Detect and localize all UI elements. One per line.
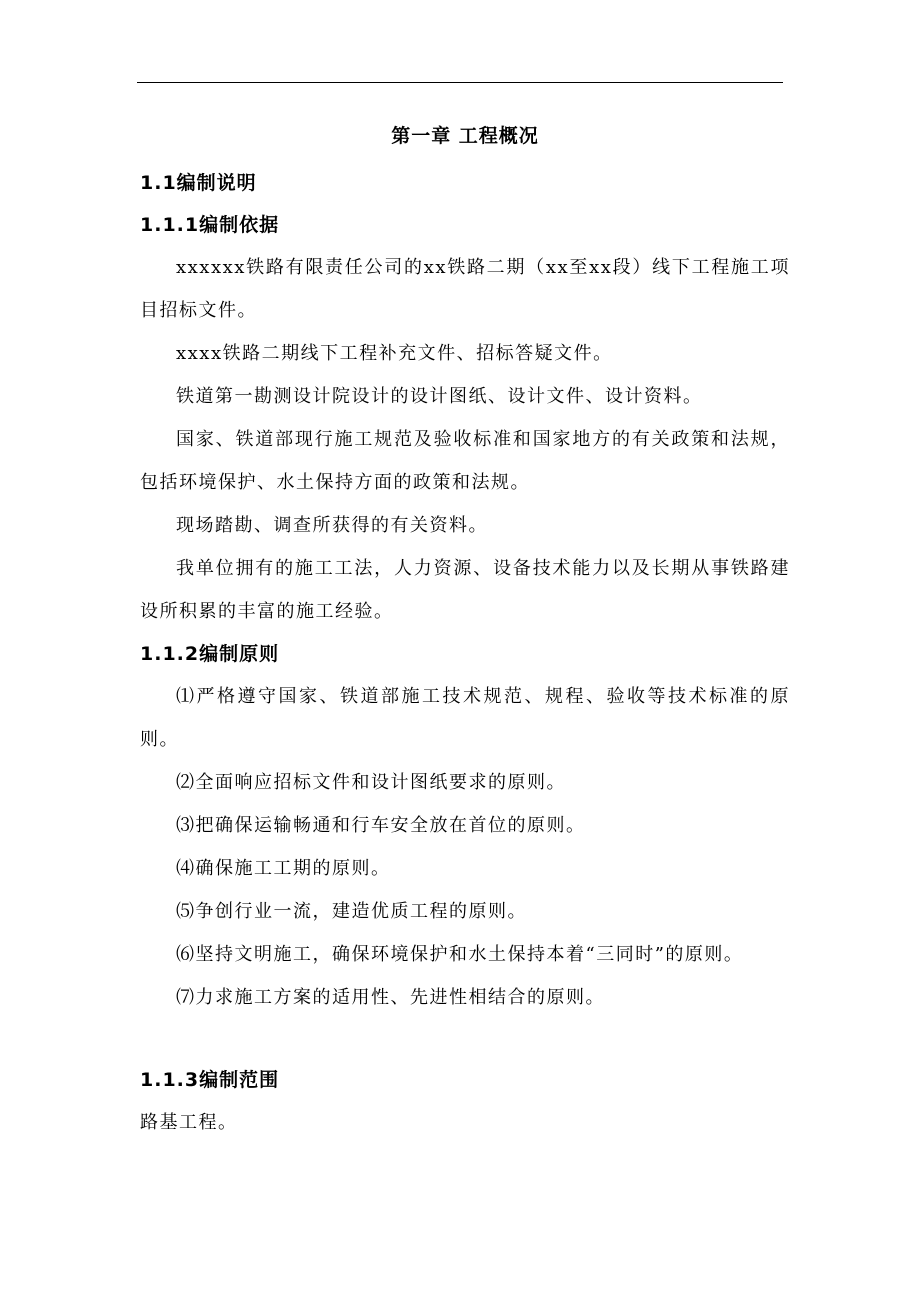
principle-item: ⑺力求施工方案的适用性、先进性相结合的原则。 (176, 987, 605, 1008)
header-rule (137, 82, 783, 83)
basis-paragraph: xxxxxx铁路有限责任公司的xx铁路二期（xx至xx段）线下工程施工项目招标文件。 (140, 257, 790, 321)
basis-paragraph: xxxx铁路二期线下工程补充文件、招标答疑文件。 (176, 343, 613, 364)
scope-text: 路基工程。 (140, 1112, 238, 1133)
principle-item: ⑴严格遵守国家、铁道部施工技术规范、规程、验收等技术标准的原则。 (140, 686, 790, 750)
principle-item: ⑷确保施工工期的原则。 (176, 858, 391, 879)
subsection-heading-principles: 1.1.2编制原则 (140, 643, 280, 665)
basis-paragraph: 现场踏勘、调查所获得的有关资料。 (176, 515, 488, 536)
principle-item: ⑵全面响应招标文件和设计图纸要求的原则。 (176, 772, 566, 793)
section-heading-1-1: 1.1编制说明 (140, 172, 257, 194)
chapter-title: 第一章 工程概况 (391, 125, 539, 147)
subsection-heading-scope: 1.1.3编制范围 (140, 1069, 280, 1091)
basis-paragraph: 国家、铁道部现行施工规范及验收标准和国家地方的有关政策和法规，包括环境保护、水土保持方面的政策和法规。 (140, 429, 790, 493)
basis-paragraph: 铁道第一勘测设计院设计的设计图纸、设计文件、设计资料。 (176, 386, 703, 407)
basis-paragraph: 我单位拥有的施工工法，人力资源、设备技术能力以及长期从事铁路建设所积累的丰富的施工经验。 (140, 558, 790, 622)
section-spacer (140, 1019, 790, 1059)
subsection-heading-basis: 1.1.1编制依据 (140, 214, 280, 236)
document-body (140, 118, 790, 1144)
principle-item: ⑹坚持文明施工，确保环境保护和水土保持本着“三同时”的原则。 (176, 944, 744, 965)
principle-item: ⑶把确保运输畅通和行车安全放在首位的原则。 (176, 815, 586, 836)
principle-item: ⑸争创行业一流，建造优质工程的原则。 (176, 901, 527, 922)
